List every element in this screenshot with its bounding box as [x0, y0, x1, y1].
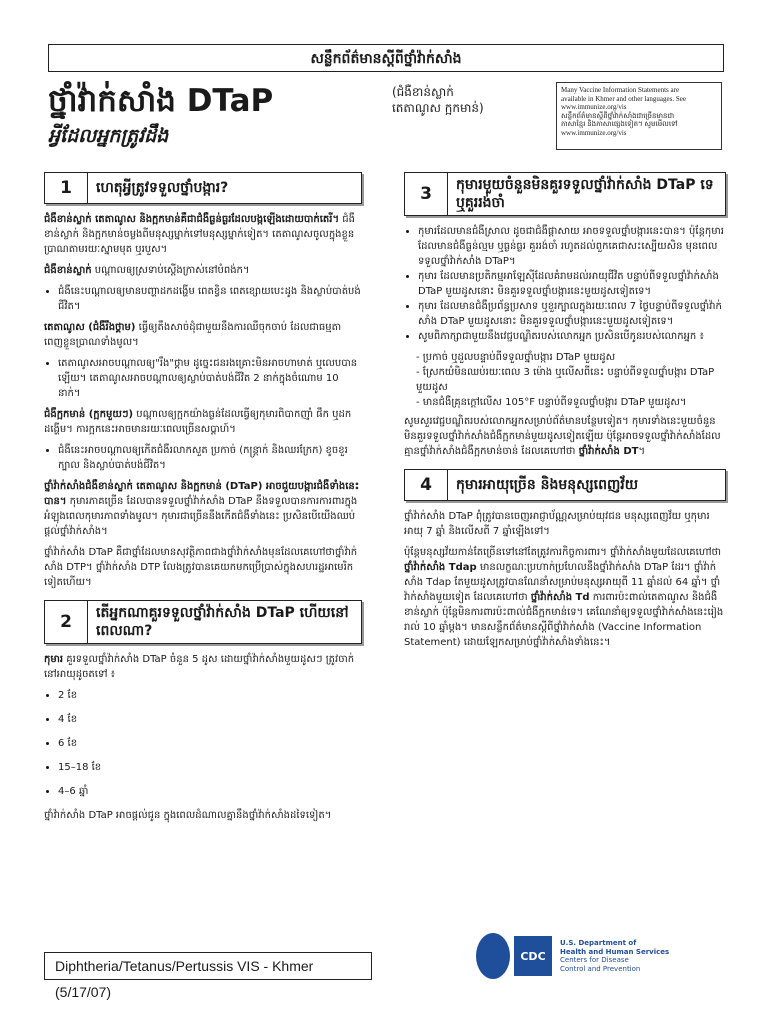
department-text: U.S. Department of Health and Human Services Centers for Disease Control and Prevention	[560, 939, 670, 973]
right-column	[404, 172, 726, 656]
paragraph: ថ្នាំវ៉ាក់សាំងជំងឺខាន់ស្លាក់ តេតាណូស និងក្អកមាន់ (DTaP) អាចជួយបង្ការជំងឺទាំងនេះបាន។ កុមារភាគច្រើន ដែលបានទទួលថ្នាំវ៉ាក់សាំង DTaP នឹងទទួលបានការការពារក្នុងអំឡុងពេលកុមារភាពទាំងមូល។ កុមារជាច្រើននឹងកើតជំងឺទាំងនេះ ប្រសិនបើយើងឈប់ផ្តល់ថ្នាំវ៉ាក់សាំង។	[44, 481, 360, 537]
page-title: ថ្នាំវ៉ាក់សាំង DTaP	[48, 83, 274, 119]
section-title: ហេតុអ្វីត្រូវទទួលថ្នាំបង្ការ?	[96, 180, 229, 196]
section-title: កុមារមួយចំនួនមិនគួរទទួលថ្នាំវ៉ាក់សាំង DTaP ទេ ឬគួររង់ចាំ	[456, 177, 714, 211]
section-number: 2	[45, 601, 88, 643]
list-item: • ជំងឺនេះបណ្តាលឲ្យមានបញ្ហាដកដង្ហើម ពេតខ្វិន ពេតខ្សោយបេះដូង និងស្លាប់បាត់បង់ជីវិត។	[58, 284, 362, 314]
cdc-logo-icon: CDC	[514, 936, 552, 976]
dash-list	[404, 350, 726, 410]
section-2-header	[44, 600, 362, 644]
bullet-list	[44, 284, 362, 314]
list-item: • 6 ខែ	[58, 736, 362, 751]
list-item: - មានជំងឺគ្រុនក្តៅលើស 105°F បន្ទាប់ពីទទួលថ្នាំបង្ការ DTaP មួយដូស។	[416, 397, 687, 408]
paragraph: តេតាណូស (ជំងឺរឹងថ្គាម) ធ្វើឲ្យតឹងសាច់ដុំជាមួយនឹងការឈឺចុកចាប់ ដែលជាធម្មតា ពេញខ្លួនប្រាណទាំងមូល។	[44, 322, 342, 348]
list-item: • 4–6 ឆ្នាំ	[58, 784, 362, 799]
list-item: • កុមារដែលមានជំងឺស្រាល ដូចជាជំងឺផ្តាសាយ អាចទទួលថ្នាំបង្ការនេះបាន។ ប៉ុន្តែកុមារ ដែលមានជំងឺធ្ងន់ល្មម ឬធ្ងន់ធ្ងរ គួររង់ចាំ រហូតដល់ពួកគេជាសះស្បើយសិន មុនពេលទទួលថ្នាំវ៉ាក់សាំង DTaP។	[418, 224, 726, 269]
paragraph: ជំងឺខាន់ស្លាក់ បណ្តាលឲ្យស្រទាប់ស្តើងក្រាស់នៅបំពង់ក។	[44, 265, 250, 276]
section-number: 1	[45, 173, 88, 203]
list-item: • 4 ខែ	[58, 712, 362, 727]
hhs-cdc-logo	[476, 928, 726, 984]
list-item: • 2 ខែ	[58, 688, 362, 703]
section-4-header	[404, 469, 726, 501]
paragraph: ប៉ុន្តែមនុស្សវ័យកាន់តែច្រើនទៅនៅតែត្រូវការកិច្ចការពារ។ ថ្នាំវ៉ាក់សាំងមួយដែលគេហៅថា ថ្នាំវ៉ាក់សាំង Tdap មានលក្ខណៈប្រហាក់ប្រហែលនឹងថ្នាំវ៉ាក់សាំង DTaP ដែរ។ ថ្នាំវ៉ាក់សាំង Tdap តែមួយដូសត្រូវបានណែនាំសម្រាប់មនុស្សអាយុពី 11 ឆ្នាំដល់ 64 ឆ្នាំ។ ថ្នាំវ៉ាក់សាំងមួយទៀត ដែលគេហៅថា ថ្នាំវ៉ាក់សាំង Td ការពារប៉ះពាល់តេតាណូស និងជំងឺខាន់ស្លាក់ ប៉ុន្តែមិនការពារប៉ះពាល់ជំងឺក្អកមាន់ទេ។ គេណែនាំឲ្យទទួលថ្នាំវ៉ាក់សាំងនេះរៀងរាល់ 10 ឆ្នាំម្តង។ មានសន្លឹកព័ត៌មានស្តីពីថ្នាំវ៉ាក់សាំង (Vaccine Information Statement) ដោយឡែកសម្រាប់ថ្នាំវ៉ាក់សាំងទាំងនេះ។	[404, 547, 724, 648]
paragraph: ថ្នាំវ៉ាក់សាំង DTaP គឺជាថ្នាំដែលមានសុវត្ថិភាពជាងថ្នាំវ៉ាក់សាំងមុនដែលគេហៅថាថ្នាំវ៉ាក់សាំង DTP។ ថ្នាំវ៉ាក់សាំង DTP លែងត្រូវបានគេយកមកប្រើប្រាស់ក្នុងសហរដ្ឋអាមេរិកទៀតហើយ។	[44, 547, 358, 588]
translation-info-box: Many Vaccine Information Statements are available in Khmer and other languages. See www.immunize.org/vis សន្លឹកព័ត៌មានស្តីពីថ្នាំវ៉ាក់សាំងជាច្រើនមានជា ភាសាខ្មែរ និងភាសាផ្សេងទៀត។ សូមមើលទៅ www.immunize.org/vis	[556, 82, 722, 150]
section-number: 4	[405, 470, 448, 500]
list-item: • កុមារ ដែលមានជំងឺប្រព័ន្ធប្រសាទ ឬខួរក្បាលក្នុងរយៈពេល 7 ថ្ងៃបន្ទាប់ពីទទួលថ្នាំវ៉ាក់សាំង DTaP មួយដូសនោះ មិនគួរទទួលថ្នាំបង្ការនេះមួយដូសទៀតទេ។	[418, 299, 726, 329]
paragraph: កុមារ គួរទទួលថ្នាំវ៉ាក់សាំង DTaP ចំនួន 5 ដូស ដោយថ្នាំវ៉ាក់សាំងមួយដូសៗ ត្រូវចាក់នៅអាយុដូចតទៅ ៖	[44, 654, 355, 680]
bullet-list	[404, 224, 726, 344]
age-list	[44, 688, 362, 799]
paragraph: ថ្នាំវ៉ាក់សាំង DTaP អាចផ្តល់ជូន ក្នុងពេលដំណាលគ្នានឹងថ្នាំវ៉ាក់សាំងដទៃទៀត។	[44, 810, 332, 821]
section-title: កុមារអាយុច្រើន និងមនុស្សពេញវ័យ	[456, 477, 639, 493]
paragraph: ជំងឺក្អកមាន់ (ក្អកមួយៗ) បណ្តាលឲ្យក្អកយ៉ាងធ្ងន់ដែលធ្វើឲ្យកុមារពិបាកញ៉ាំ ផឹក ឬដកដង្ហើម។ ការក្អកនេះអាចមានរយៈពេលច្រើនសប្តាហ៍។	[44, 409, 352, 435]
bullet-list	[44, 356, 362, 401]
bullet-list	[44, 443, 362, 473]
section-3-header	[404, 172, 726, 216]
section-title: តើអ្នកណាគួរទទួលថ្នាំវ៉ាក់សាំង DTaP ហើយនៅពេលណា?	[96, 605, 349, 639]
list-item: - ប្រកាច់ ឬដួលបន្ទាប់ពីទទួលថ្នាំបង្ការ DTaP មួយដូស	[416, 352, 616, 363]
page-subtitle: អ្វីដែលអ្នកត្រូវដឹង	[48, 125, 169, 147]
list-item: • កុមារ ដែលមានប្រតិកម្មអាឡែស៊ីដែលគំរាមដល់អាយុជីវិត បន្ទាប់ពីទទួលថ្នាំវ៉ាក់សាំង DTaP មួយដូសនោះ មិនគួរទទួលថ្នាំបង្ការនេះមួយដូសទៀតទេ។	[418, 269, 726, 299]
list-item: • សូមពិភាក្សាជាមួយនឹងវេជ្ជបណ្ឌិតរបស់លោកអ្នក ប្រសិនបើកូនរបស់លោកអ្នក ៖	[418, 329, 726, 344]
disease-list: (ជំងឺខាន់ស្លាក់ តេតាណូស ក្អកមាន់)	[392, 85, 484, 115]
document-id-label: Diphtheria/Tetanus/Pertussis VIS - Khmer (5/17/07)	[44, 952, 372, 980]
left-column	[44, 172, 362, 829]
list-item: • ជំងឺនេះអាចបណ្តាលឲ្យកើតជំងឺរលាកសួត ប្រកាច់ (កន្ត្រាក់ និងឈរក្រែក) ខូចខួរក្បាល និងស្លាប់បាត់បង់ជីវិត។	[58, 443, 362, 473]
paragraph: សូមសួរវេជ្ជបណ្ឌិតរបស់លោកអ្នកសម្រាប់ព័ត៌មានបន្ថែមទៀត។ កុមារទាំងនេះមួយចំនួនមិនគួរទទួលថ្នាំវ៉ាក់សាំងជំងឺក្អកមាន់មួយដូសទៀតឡើយ ប៉ុន្តែអាចទទួលថ្នាំវ៉ាក់សាំងដែលគ្មានថ្នាំវ៉ាក់សាំងជំងឺក្អកមាន់ចាន់ ដែលគេហៅថា ថ្នាំវ៉ាក់សាំង DT។	[404, 416, 721, 457]
list-item: • 15–18 ខែ	[58, 760, 362, 775]
list-item: • តេតាណូសអាចបណ្តាលឲ្យ"រឹង"ថ្គាម ដូច្នេះជនរងគ្រោះមិនអាចហាមាត់ ឬលេបបានឡើយ។ តេតាណូសអាចបណ្តាលឲ្យស្លាប់បាត់បង់ជីវិត 2 នាក់ក្នុងចំណោម 10 នាក់។	[58, 356, 362, 401]
paragraph: ថ្នាំវ៉ាក់សាំង DTaP ពុំត្រូវបានចេញអាជ្ញាប័ណ្ណសម្រាប់យុវជន មនុស្សពេញវ័យ ឬកុមារអាយុ 7 ឆ្នាំ និងលើសពី 7 ឆ្នាំឡើងទៅ។	[404, 511, 710, 537]
list-item: - ស្រែកយំមិនឈប់រយៈពេល 3 ម៉ោង ឬលើសពីនេះ បន្ទាប់ពីទទួលថ្នាំបង្ការ DTaP មួយដូស	[416, 367, 715, 393]
hhs-seal-icon	[476, 933, 510, 979]
section-number: 3	[405, 173, 448, 215]
section-1-header	[44, 172, 362, 204]
document-banner: សន្លឹកព័ត៌មានស្តីពីថ្នាំវ៉ាក់សាំង	[48, 44, 724, 72]
paragraph: ជំងឺខាន់ស្លាក់ តេតាណូស និងក្អកមាន់គឺជាជំងឺធ្ងន់ធ្ងរដែលបង្កឡើងដោយបាក់តេរី។ ជំងឺខាន់ស្លាក់ និងក្អកមាន់ចម្លងពីមនុស្សម្នាក់ទៅមនុស្សម្នាក់ទៀត។ តេតាណូសចូលក្នុងខ្លួនប្រាណតាមរយៈស្នាមមុត ឬរបួស។	[44, 214, 355, 255]
